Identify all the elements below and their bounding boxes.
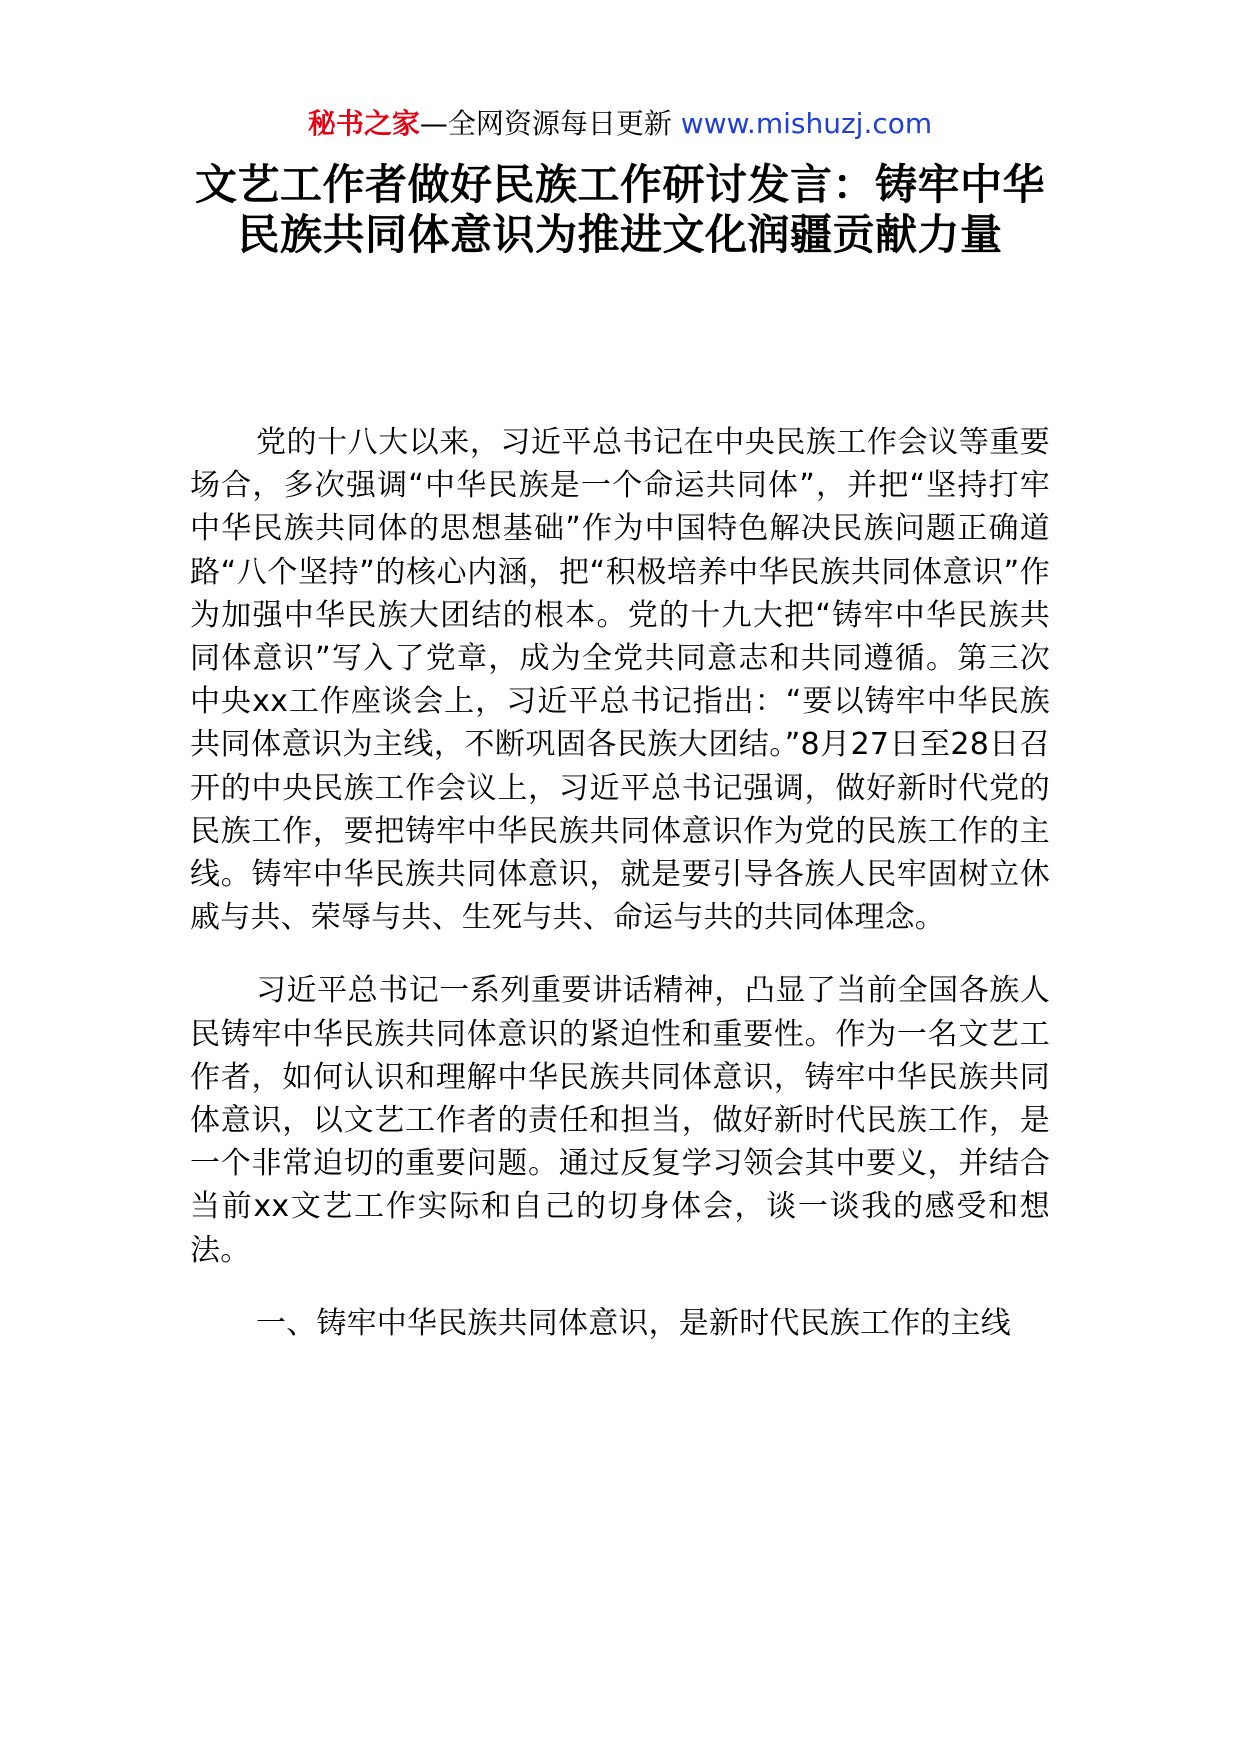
document-title: 文艺工作者做好民族工作研讨发言：铸牢中华民族共同体意识为推进文化润疆贡献力量 [194,160,1045,259]
site-url-link[interactable]: www.mishuzj.com [680,107,933,140]
header-tagline: —全网资源每日更新 [419,107,672,140]
brand-name: 秘书之家 [307,107,420,140]
section-heading: 一、铸牢中华民族共同体意识，是新时代民族工作的主线 [256,1305,1011,1341]
body-paragraph: 党的十八大以来，习近平总书记在中央民族工作会议等重要场合，多次强调“中华民族是一个命运共同体”，并把“坚持打牢中华民族共同体的思想基础”作为中国特色解决民族问题正确道路“八个坚持”的核心内涵，把“积极培养中华民族共同体意识”作为加强中华民族大团结的根本。党的十九大把“铸牢中华民族共同体意识”写入了党章，成为全党共同意志和共同遵循。第三次中央xx工作座谈会上，习近平总书记指出：“要以铸牢中华民族共同体意识为主线，不断巩固各民族大团结。”8月27日至28日召开的中央民族工作会议上，习近平总书记强调，做好新时代党的民族工作，要把铸牢中华民族共同体意识作为党的民族工作的主线。铸牢中华民族共同体意识，就是要引导各族人民牢固树立休戚与共、荣辱与共、生死与共、命运与共的共同体理念。 [190,425,1050,936]
page-header [0,104,1240,144]
body-paragraph: 习近平总书记一系列重要讲话精神，凸显了当前全国各族人民铸牢中华民族共同体意识的紧迫性和重要性。作为一名文艺工作者，如何认识和理解中华民族共同体意识，铸牢中华民族共同体意识，以文艺工作者的责任和担当，做好新时代民族工作，是一个非常迫切的重要问题。通过反复学习领会其中要义，并结合当前xx文艺工作实际和自己的切身体会，谈一谈我的感受和想法。 [190,973,1050,1268]
document-body [190,421,1050,1375]
